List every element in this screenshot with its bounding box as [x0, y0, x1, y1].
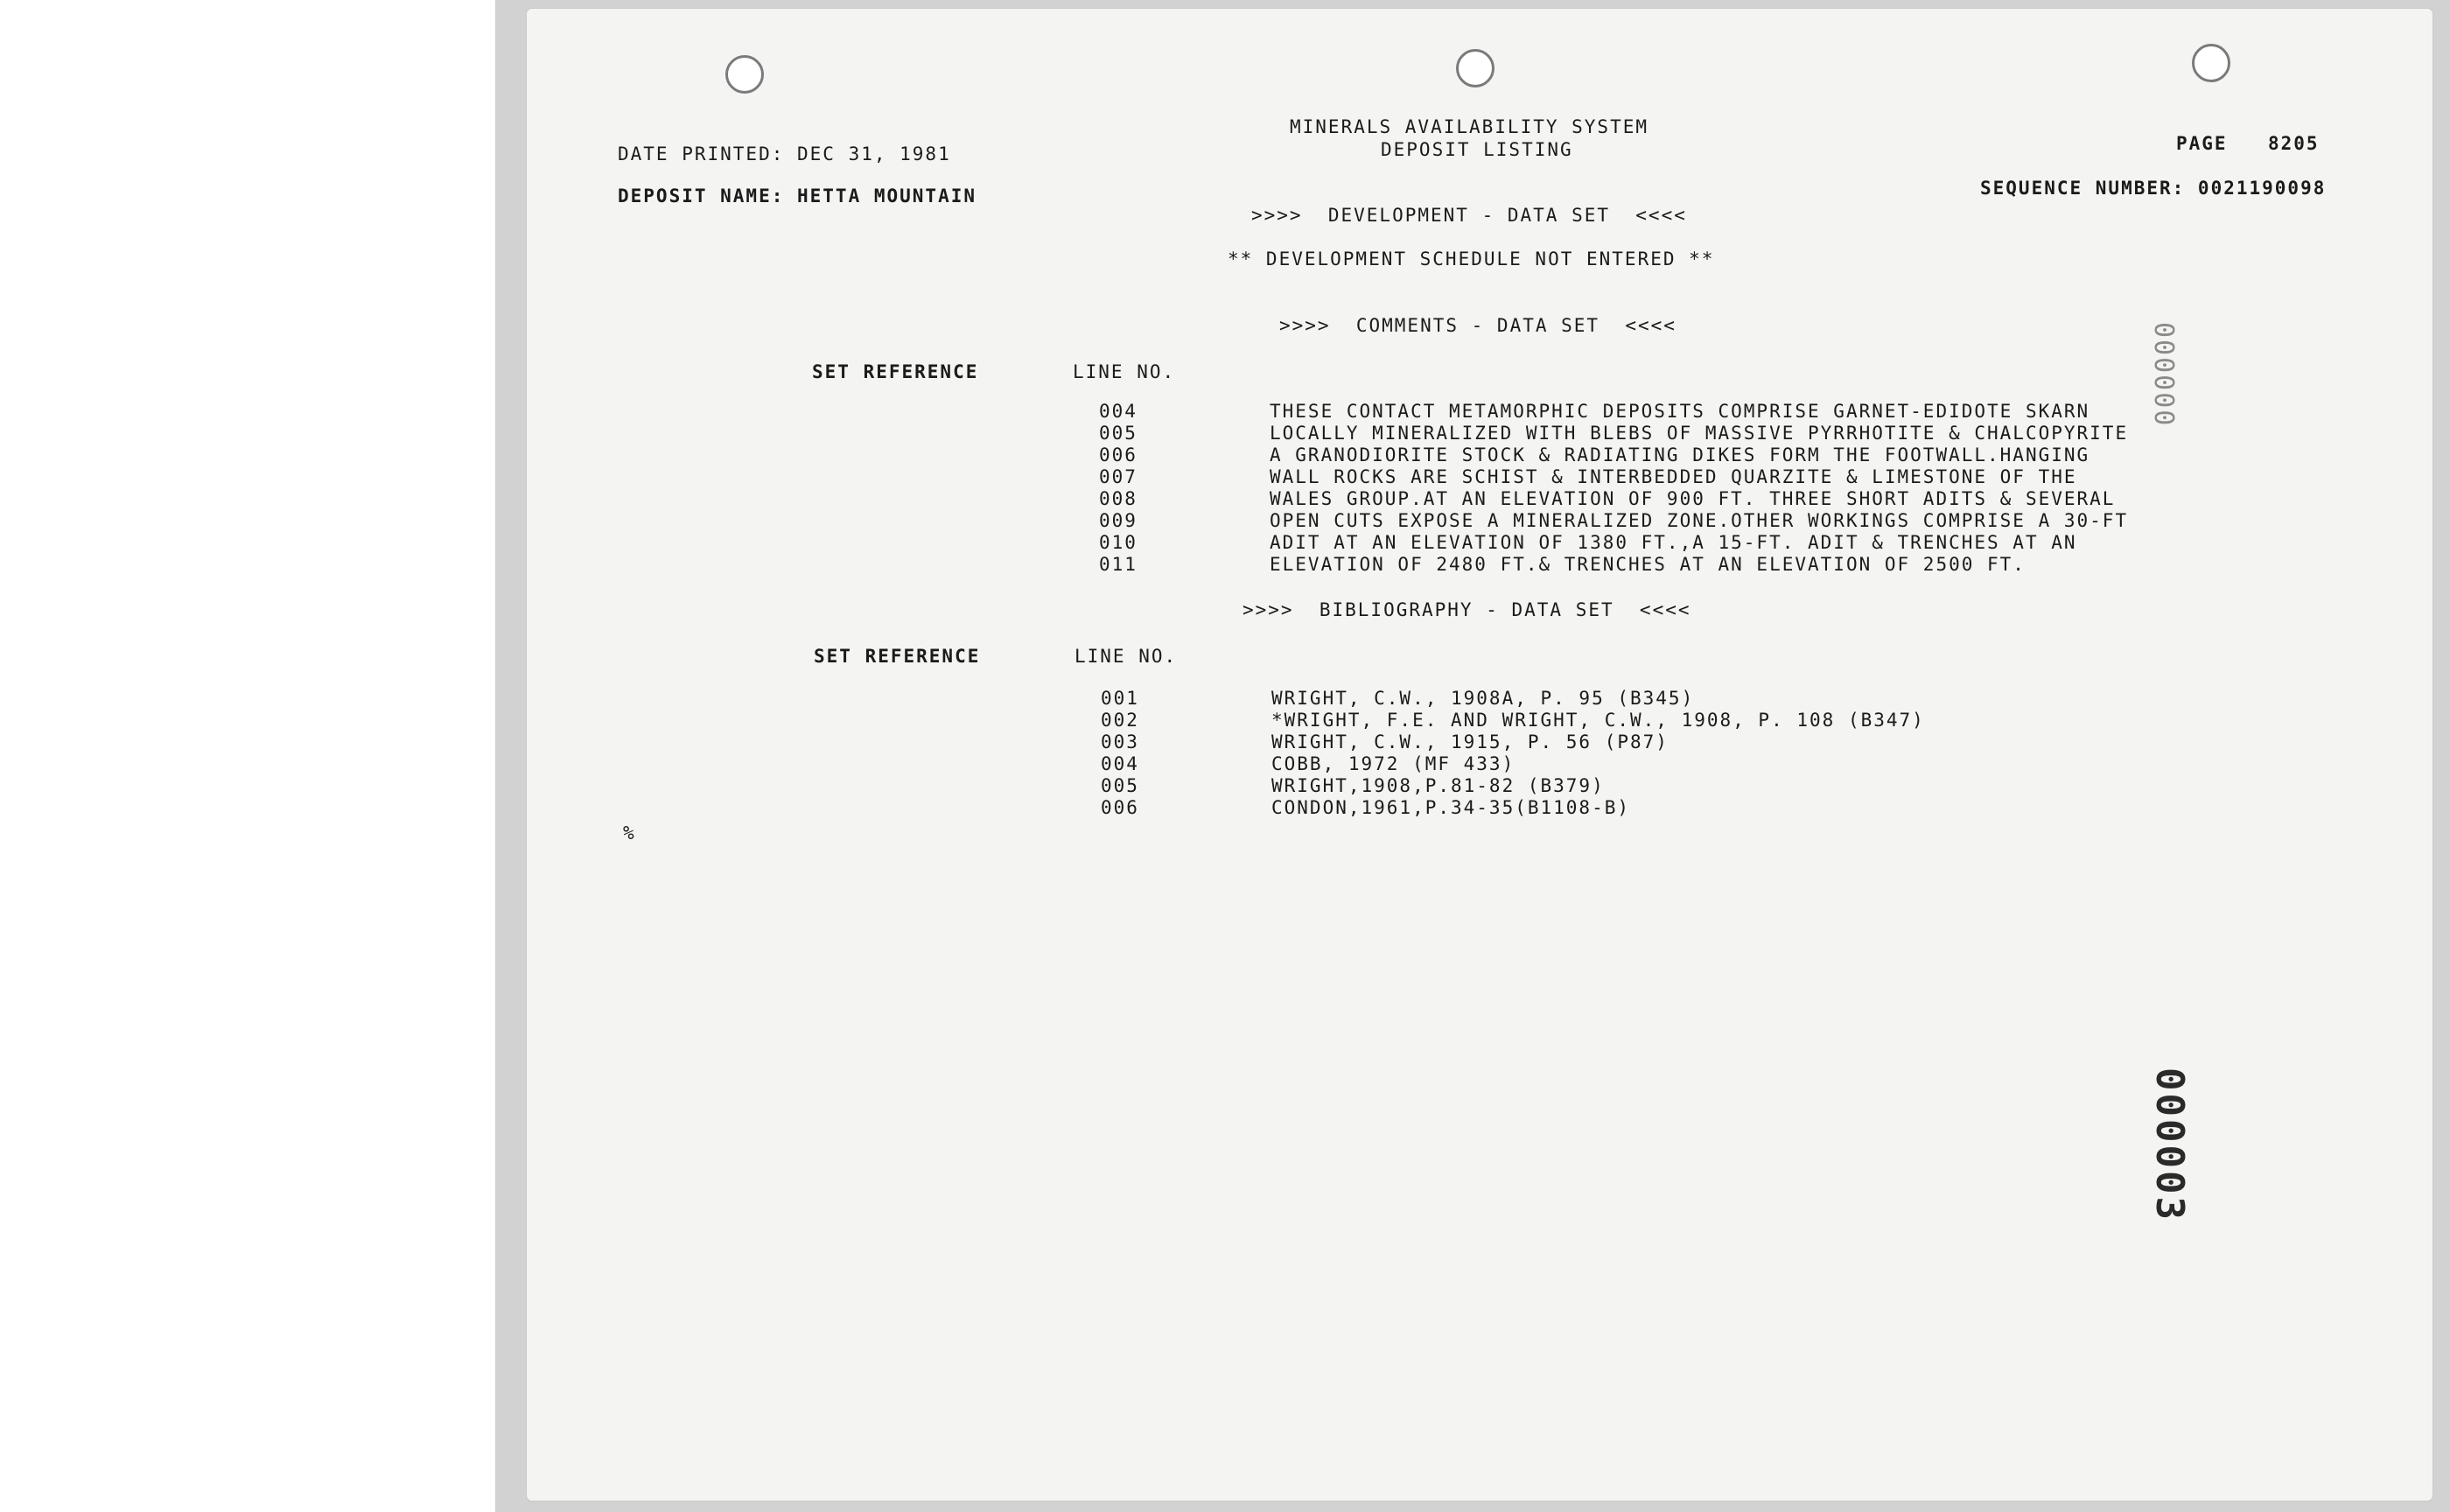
bibliography-entry: WRIGHT, C.W., 1908A, P. 95 (B345): [1271, 688, 1695, 709]
comment-text-line: A GRANODIORITE STOCK & RADIATING DIKES FORM THE FOOTWALL.HANGING: [1270, 444, 2090, 466]
bibliography-line-no-header: LINE NO.: [1074, 646, 1178, 667]
bibliography-entry: COBB, 1972 (MF 433): [1271, 753, 1516, 774]
development-note: ** DEVELOPMENT SCHEDULE NOT ENTERED **: [1228, 248, 1715, 270]
comments-heading: >>>> COMMENTS - DATA SET <<<<: [1279, 315, 1676, 336]
deposit-name: DEPOSIT NAME: HETTA MOUNTAIN: [618, 186, 977, 206]
comment-line-number: 007: [1099, 466, 1138, 487]
comment-text-line: WALL ROCKS ARE SCHIST & INTERBEDDED QUARZITE & LIMESTONE OF THE: [1270, 466, 2077, 487]
punch-hole-left: [725, 55, 764, 94]
punch-hole-center: [1456, 49, 1494, 88]
bibliography-line-number: 002: [1101, 710, 1139, 731]
bibliography-line-numbers: [1101, 688, 1139, 819]
comments-line-no-header: LINE NO.: [1073, 361, 1176, 382]
comments-text: [1270, 401, 2128, 576]
sequence-number: SEQUENCE NUMBER: 0021190098: [1980, 178, 2327, 199]
punch-hole-right: [2192, 44, 2230, 82]
bibliography-set-reference-header: SET REFERENCE: [814, 646, 981, 667]
comment-line-number: 009: [1099, 510, 1138, 531]
comments-set-reference-header: SET REFERENCE: [812, 361, 979, 382]
comment-line-number: 008: [1099, 488, 1138, 509]
stamp-number-upper: 000000: [2148, 322, 2179, 428]
bibliography-line-number: 003: [1101, 732, 1139, 752]
comment-line-number: 010: [1099, 532, 1138, 553]
comment-line-number: 004: [1099, 401, 1138, 422]
system-title: MINERALS AVAILABILITY SYSTEM: [1290, 116, 1649, 137]
listing-title: DEPOSIT LISTING: [1381, 139, 1573, 160]
stamp-number-lower: 000003: [2147, 1068, 2192, 1222]
page-number: 8205: [2268, 133, 2320, 154]
comment-text-line: LOCALLY MINERALIZED WITH BLEBS OF MASSIVE PYRRHOTITE & CHALCOPYRITE: [1270, 423, 2129, 444]
comment-text-line: ELEVATION OF 2480 FT.& TRENCHES AT AN ELEVATION OF 2500 FT.: [1270, 554, 2026, 575]
comments-line-numbers: [1099, 401, 1138, 576]
bibliography-line-number: 001: [1101, 688, 1139, 709]
comment-line-number: 011: [1099, 554, 1138, 575]
bibliography-heading: >>>> BIBLIOGRAPHY - DATA SET <<<<: [1242, 599, 1691, 620]
comment-line-number: 005: [1099, 423, 1138, 444]
footer-mark: %: [623, 822, 636, 844]
bibliography-text: [1271, 688, 1925, 819]
bibliography-entry: WRIGHT,1908,P.81-82 (B379): [1271, 775, 1605, 796]
comment-text-line: ADIT AT AN ELEVATION OF 1380 FT.,A 15-FT. ADIT & TRENCHES AT AN: [1270, 532, 2077, 553]
bibliography-entry: WRIGHT, C.W., 1915, P. 56 (P87): [1271, 732, 1669, 752]
comment-text-line: WALES GROUP.AT AN ELEVATION OF 900 FT. THREE SHORT ADITS & SEVERAL: [1270, 488, 2116, 509]
date-printed: DATE PRINTED: DEC 31, 1981: [618, 144, 951, 164]
bibliography-line-number: 005: [1101, 775, 1139, 796]
development-heading: >>>> DEVELOPMENT - DATA SET <<<<: [1251, 205, 1687, 226]
comment-text-line: OPEN CUTS EXPOSE A MINERALIZED ZONE.OTHER WORKINGS COMPRISE A 30-FT: [1270, 510, 2129, 531]
bibliography-entry: *WRIGHT, F.E. AND WRIGHT, C.W., 1908, P. 108 (B347): [1271, 710, 1925, 731]
page-label: PAGE: [2176, 133, 2228, 154]
bibliography-entry: CONDON,1961,P.34-35(B1108-B): [1271, 797, 1631, 818]
comment-text-line: THESE CONTACT METAMORPHIC DEPOSITS COMPRISE GARNET-EDIDOTE SKARN: [1270, 401, 2090, 422]
comment-line-number: 006: [1099, 444, 1138, 466]
bibliography-line-number: 004: [1101, 753, 1139, 774]
bibliography-line-number: 006: [1101, 797, 1139, 818]
